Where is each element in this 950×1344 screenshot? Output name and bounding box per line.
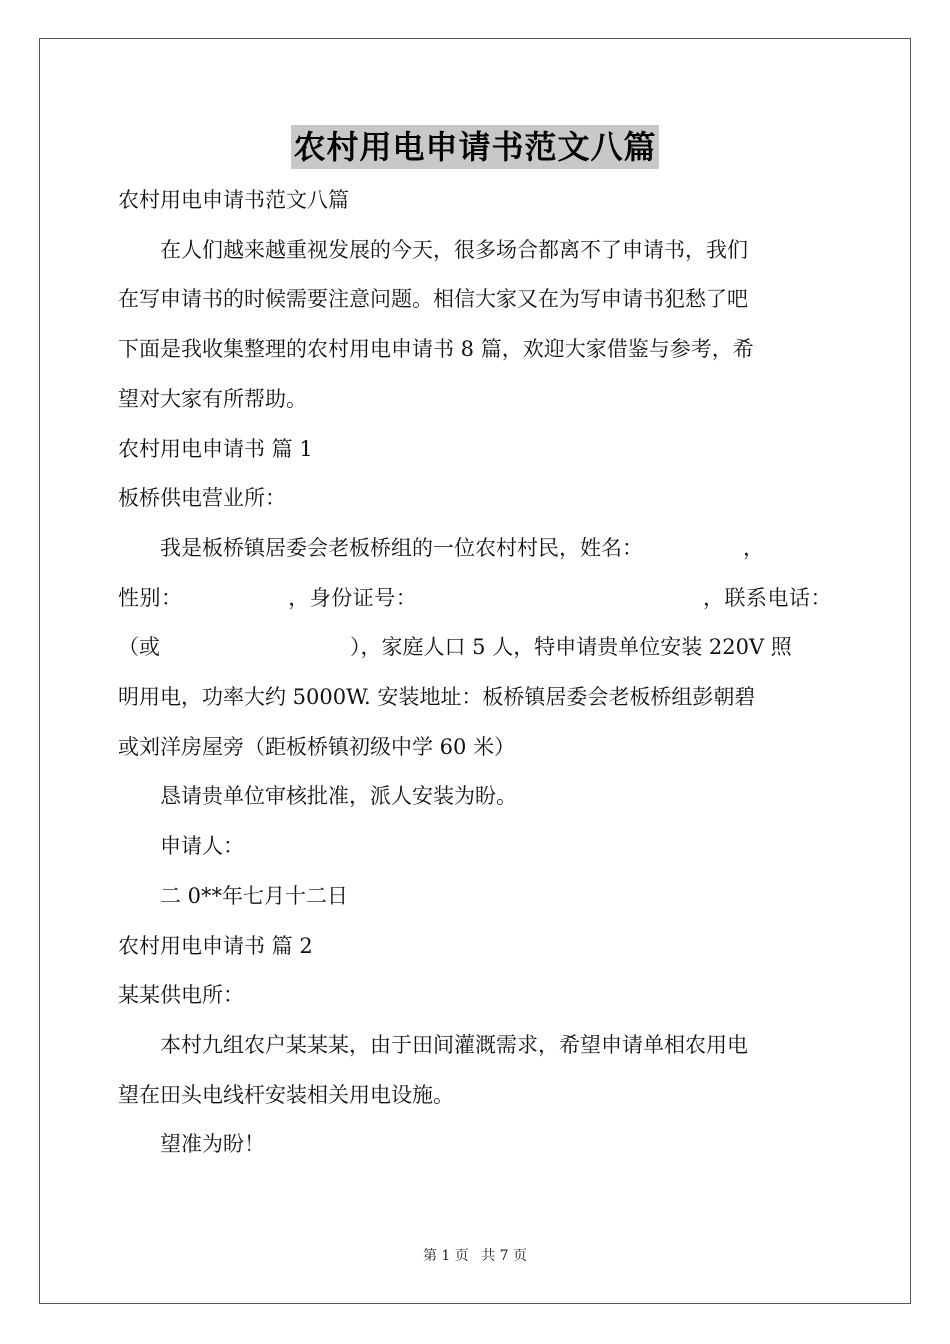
id-number-label: ，身份证号： [288,585,418,610]
section-2-closing: 望准为盼！ [160,1132,265,1157]
page-number-current: 第 1 页 [422,1248,469,1264]
section-1-line-1-comma: ， [743,535,764,560]
gender-blank [200,574,270,624]
section-1-line-1 [118,524,832,574]
title-area [0,125,950,169]
section-2-line-2: 望在田头电线杆安装相关用电设施。 [118,1082,454,1107]
gender-label: 性别： [118,585,183,610]
section-2-recipient: 某某供电所： [118,983,244,1008]
intro-line-2: 在写申请书的时候需要注意问题。相信大家又在为写申请书犯愁了吧 [118,287,748,312]
section-1-line-3-text: ），家庭人口 5 人，特申请贵单位安装 220V 照 [350,635,792,660]
document-title: 农村用电申请书范文八篇 [291,125,658,169]
section-1-request: 恳请贵单位审核批准，派人安装为盼。 [160,784,517,809]
intro-line-3: 下面是我收集整理的农村用电申请书 8 篇，欢迎大家借鉴与参考，希 [118,337,754,362]
section-1-line-4: 明用电，功率大约 5000W. 安装地址：板桥镇居委会老板桥组彭朝碧 [118,685,756,710]
section-1-recipient: 板桥供电营业所： [118,486,286,511]
intro-line-1: 在人们越来越重视发展的今天，很多场合都离不了申请书，我们 [160,237,748,262]
section-2-line-1: 本村九组农户某某某，由于田间灌溉需求，希望申请单相农用电 [160,1032,748,1057]
section-1-line-2 [118,574,832,624]
section-2-heading: 农村用电申请书 篇 2 [118,933,313,958]
section-1-applicant: 申请人： [160,834,244,859]
page-number-total: 共 7 页 [481,1248,528,1264]
alt-phone-open: （或 [118,635,160,660]
intro-line-4: 望对大家有所帮助。 [118,386,307,411]
document-subtitle: 农村用电申请书范文八篇 [118,188,349,212]
section-1-line-3 [118,623,832,673]
document-body [118,176,832,1170]
section-1-date: 二 0**年七月十二日 [160,883,349,908]
page-footer [0,1246,950,1266]
section-1-line-5: 或刘洋房屋旁（距板桥镇初级中学 60 米） [118,734,516,759]
id-number-blank [435,574,685,624]
phone-label: ，联系电话： [703,585,832,610]
section-1-heading: 农村用电申请书 篇 1 [118,436,313,461]
section-1-line-1-text: 我是板桥镇居委会老板桥组的一位农村村民，姓名： [160,535,643,560]
